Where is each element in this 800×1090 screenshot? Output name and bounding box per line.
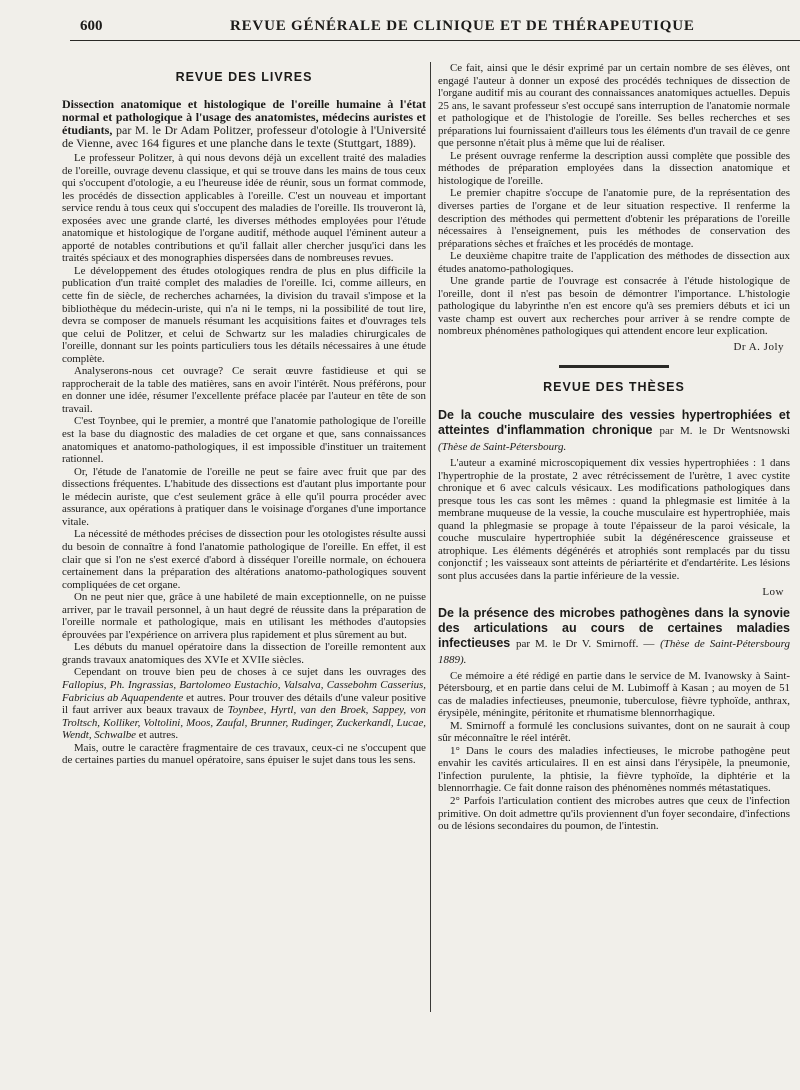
thesis-author: par M. le Dr Wentsnowski xyxy=(659,425,790,438)
book-details: professeur d'otologie à l'Université de Vienne, avec 164 figures et une planche dans le texte (Stuttgart, 1889). xyxy=(62,123,426,150)
paragraph: 1° Dans le cours des maladies infectieuses, le microbe pathogène peut envahir les cavités articulaires. Il en est ainsi dans l'érysipèle, la pneumonie, l'infection purulente, la phtisie, la fièvre typhoïde, la diphtérie et la blennorrhagie. Ce fait donne raison des phénomènes nommés métastatiques. xyxy=(438,744,790,795)
thesis-title-text: De la couche musculaire des vessies hypertrophiées et atteintes d'inflammation chronique xyxy=(438,408,790,438)
journal-title: REVUE GÉNÉRALE DE CLINIQUE ET DE THÉRAPEUTIQUE xyxy=(230,18,695,34)
italic-names: Fallopius, Ph. Ingrassias, Bartolomeo Eustachio, Valsalva, Cassebohm Casserius, Fabricius ab Aquapendente xyxy=(62,678,426,704)
section-title-livres: REVUE DES LIVRES xyxy=(175,70,313,84)
book-review-title xyxy=(62,98,426,150)
section-title-theses: REVUE DES THÈSES xyxy=(543,380,685,395)
paragraph: Le présent ouvrage renferme la description aussi complète que possible des méthodes de préparation employées dans la dissection anatomique et histologique de l'oreille. xyxy=(438,149,790,187)
thesis-title-text: De la présence des microbes pathogènes dans la synovie des articulations au cours de certaines maladies infectieuses xyxy=(438,605,790,650)
thesis-author: par M. le Dr V. Smirnoff. — xyxy=(515,637,655,650)
paragraph: Les débuts du manuel opératoire dans la dissection de l'oreille remontent aux grands travaux anatomiques des XVIe et XVIIe siècles. xyxy=(62,641,426,666)
text-run: et autres. xyxy=(136,729,179,742)
review-signature: Dr A. Joly xyxy=(733,341,784,354)
thesis-title xyxy=(438,408,790,455)
text-run: Cependant on trouve bien peu de choses à ce sujet dans les ouvrages des xyxy=(74,666,426,679)
left-column xyxy=(62,62,426,1072)
paragraph: C'est Toynbee, qui le premier, a montré que l'anatomie pathologique de l'oreille est la base du diagnostic des maladies de cet organe et que, sans connaissances anatomiques et anatomo-pathologiques, il est impossible d'instituer un traitement rationnel. xyxy=(62,415,426,466)
paragraph: Analyserons-nous cet ouvrage? Ce serait œuvre fastidieuse et qui se rapprocherait de la table des matières, sans en avoir l'intérêt. Nous préférons, pour en donner une idée, résumer l'excellente préface placée par l'auteur en tête de son travail. xyxy=(62,365,426,415)
column-divider xyxy=(430,62,431,1012)
paragraph: Le professeur Politzer, à qui nous devons déjà un excellent traité des maladies de l'oreille, ouvrage devenu classique, et qui se trouve dans les mains de tous ceux qui s'occupent d'otologie, a eu l'heureuse idée de réunir, sous un format commode, les procédés de dissection applicables à l'oreille. C'est un nouveau et important service rendu à tous ceux qui s'occupent des maladies de l'oreille. Ils trouveront là, exposées avec une grande clarté, les diverses méthodes employées pour l'étude anatomique et histologique de l'organe auditif, méthode auquel l'éminent auteur a apporté de notables contributions et qu'il fallait aller chercher jusqu'ici dans les traités spéciaux et des monographies dispersées dans de nombreuses revues. xyxy=(62,152,426,265)
page-number: 600 xyxy=(80,18,103,34)
paragraph: L'auteur a examiné microscopiquement dix vessies hypertrophiées : 1 dans l'hypertrophie de la prostate, 2 avec rétrécissement de l'urètre, 1 avec cystite chronique et 6 avec calculs vésicaux. Les modifications pathologiques dans presque tous les cas sont les mêmes : quand la phlegmasie est limitée à la membrane muqueuse de la vessie, la couche musculaire est hypertrophiée, mais quand la phlegmasie se propage à toute l'épaisseur de la paroi vésicale, la couche musculaire hypertrophiée subit la dégénérescence graisseuse et atrophique. Les éléments dégénérés et atrophiés sont remplacés par du tissu conjonctif ; les vaisseaux sont atteints de périartérite et d'endartérite. Les lésions sont plus accusées dans la partie inférieure de la vessie. xyxy=(438,457,790,582)
paragraph: 2° Parfois l'articulation contient des microbes autres que ceux de l'infection primitive. On doit admettre qu'ils proviennent d'un foyer secondaire, d'infections ou de lésions secondaires du poumon, de l'intestin. xyxy=(438,794,790,833)
paragraph: La nécessité de méthodes précises de dissection pour les otologistes résulte aussi du besoin de connaître à fond l'anatomie pathologique de l'oreille. En effet, il est clair que si l'on ne s'est exercé d'abord à disséquer l'oreille normale, on échouera certainement dans la préparation des altérations anatomo-pathologiques souvent compliquées de cet organe. xyxy=(62,528,426,591)
paragraph: Le deuxième chapitre traite de l'application des méthodes de dissection aux études anatomo-pathologiques. xyxy=(438,250,790,275)
paragraph xyxy=(62,666,426,741)
book-title: Dissection anatomique et histologique de l'oreille humaine à l'état normal et pathologique à l'usage des anatomistes, médecins auristes et étudiants, xyxy=(62,97,426,137)
right-column xyxy=(438,62,790,1072)
paragraph: Le premier chapitre s'occupe de l'anatomie pure, de la représentation des diverses parties de l'organe et de leur situation respective. Il renferme la description des méthodes qui permettent d'obtenir les préparations de l'oreille nécessaires à l'enseignement, puis les méthodes de conservation des préparations sèches et fraîches et les procédés de montage. xyxy=(438,187,790,250)
book-author: par M. le Dr Adam Politzer, xyxy=(116,123,254,137)
paragraph: M. Smirnoff a formulé les conclusions suivantes, dont on ne saurait à coup sûr méconnaître le réel intérêt. xyxy=(438,719,790,745)
thesis-source: (Thèse de Saint-Pétersbourg. xyxy=(438,441,567,454)
paragraph: On ne peut nier que, grâce à une habileté de main exceptionnelle, on ne puisse arriver, par le travail personnel, à un haut degré de réussite dans la préparation de l'oreille normale et pathologique, mais en utilisant les méthodes d'autopsies éprouvées par l'expérience on arrivera plus rapidement et plus sûrement au but. xyxy=(62,591,426,641)
paragraph: Mais, outre le caractère fragmentaire de ces travaux, ceux-ci ne s'occupent que de certaines parties du manuel opératoire, sans épuiser le sujet dans tous les sens. xyxy=(62,741,426,767)
thesis-signature: Low xyxy=(762,585,784,598)
paragraph: Ce fait, ainsi que le désir exprimé par un certain nombre de ses élèves, ont engagé l'auteur à donner un exposé des procédés techniques de dissection de l'organe auditif mis au courant des connaissances anatomiques actuelles. Depuis 25 ans, le savant professeur s'est occupé sans interruption de l'anatomie normale et pathologique et de l'histologie de l'oreille. Ses belles recherches et ses préparations lui fournissaient d'ailleurs tous les éléments d'un travail de ce genre que personne n'était plus à même que lui de réaliser. xyxy=(438,62,790,150)
paragraph: Or, l'étude de l'anatomie de l'oreille ne peut se faire avec fruit que par des dissections fréquentes. L'habitude des dissections est d'autant plus importante pour le médecin auriste, que c'est seulement grâce à elle qu'il pourra procéder avec assurance, aux opérations à pratiquer dans le voisinage d'organes d'une importance vitale. xyxy=(62,465,426,528)
text-run: et autres. Pour trouver des détails d'une valeur positive il faut arriver aux beaux travaux de xyxy=(62,691,426,717)
running-head xyxy=(70,14,800,41)
paragraph: Une grande partie de l'ouvrage est consacrée à l'étude histologique de l'oreille, dont il n'est pas besoin de démontrer l'importance. L'histologie pathologique du labyrinthe n'en est encore qu'à ses premiers débuts et ici un vaste champ est ouvert aux recherches pour arriver à se rendre compte de nombreux phénomènes pathologiques qui attendent encore leur explication. xyxy=(438,275,790,338)
paragraph: Le développement des études otologiques rendra de plus en plus difficile la publication d'un traité complet des maladies de l'oreille. Ici, comme ailleurs, en cette fin de siècle, de recherches acharnées, la division du travail s'impose et la bibliothèque du médecin-uriste, qui n'a ni le temps, ni la possibilité de tout lire, devra se composer de manuels résumant les acquisitions faites et d'ouvrages tels que celui de Politzer, et celui de Schwartz sur les maladies chirurgicales de l'oreille, donnant sur les points particuliers tous les détails nécessaires à une étude complète. xyxy=(62,264,426,365)
thesis-source: (Thèse de Saint-Pétersbourg 1889). xyxy=(438,637,790,666)
italic-names: Toynbee, Hyrtl, van den Broek, Sappey, von Troltsch, Kolliker, Voltolini, Moos, Zaufal, Brunner, Rudinger, Zuckerkandl, Lucae, Wendt, Schwalbe xyxy=(62,704,426,742)
thesis-title xyxy=(438,606,790,668)
paragraph: Ce mémoire a été rédigé en partie dans le service de M. Ivanowsky à Saint-Pétersbourg, et en partie dans celui de M. Lubimoff à Kasan ; au moyen de 51 cas de maladies infectieuses, pneumonie, tuberculose, fièvre typhoïde, anthrax, érysipèle, méningite, péritonite et rhumatisme blennorrhagique. xyxy=(438,669,790,720)
section-rule xyxy=(559,365,669,368)
